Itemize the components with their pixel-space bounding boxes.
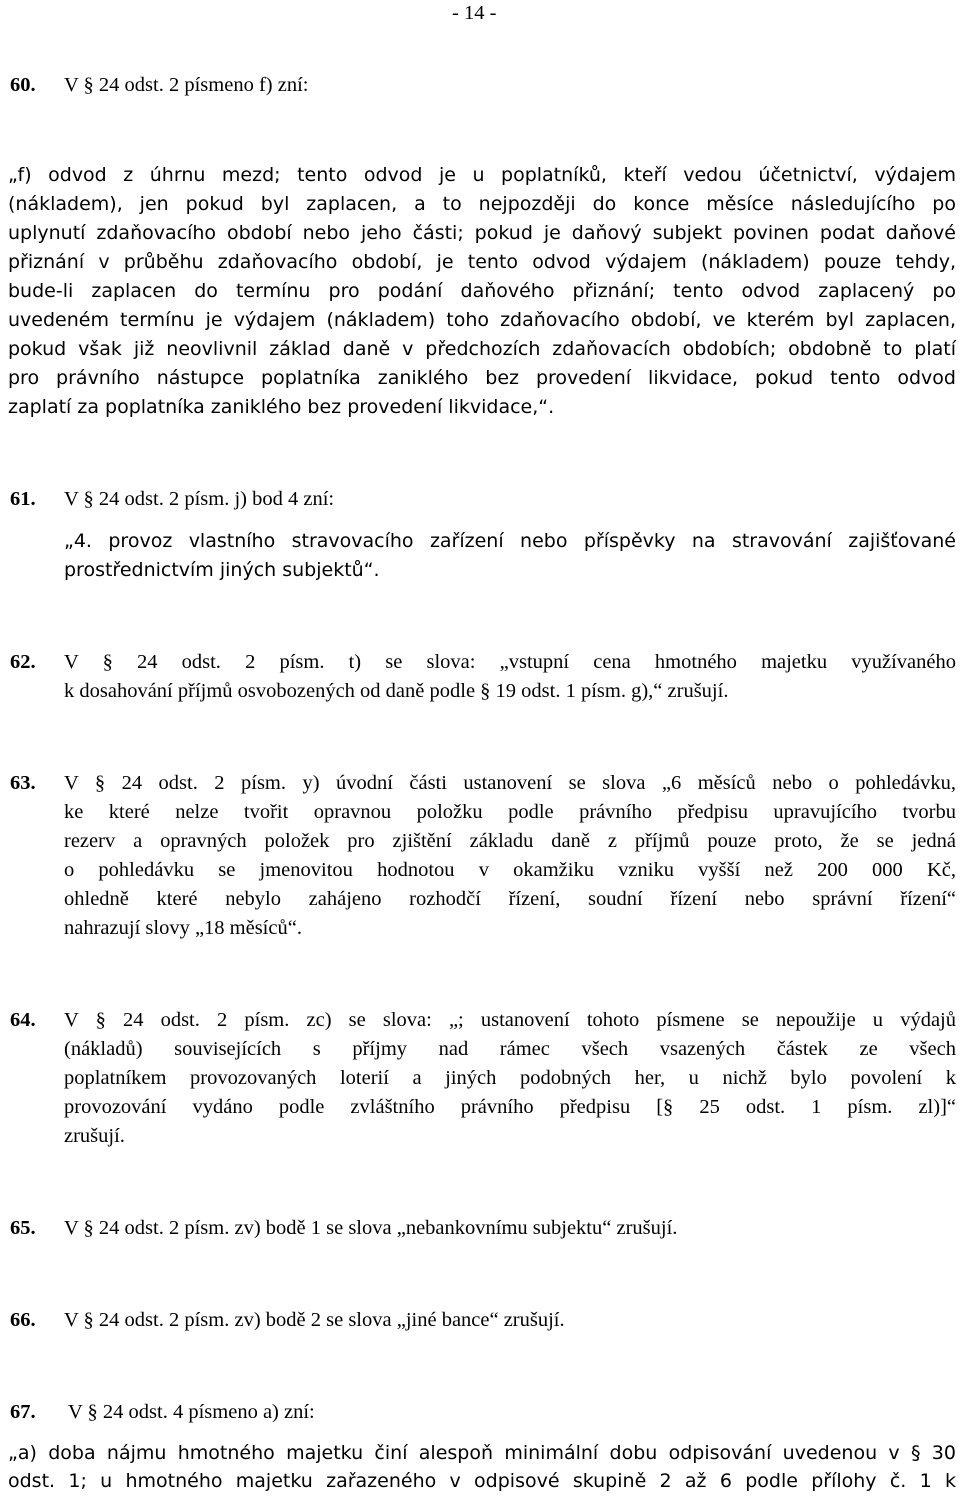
section-64-number — [10, 1007, 64, 1033]
section-60-heading — [10, 72, 308, 98]
paragraph-line: k dosahování příjmů osvobozených od daně podle § 19 odst. 1 písm. g),“ zrušují. — [64, 680, 729, 702]
section-63-number — [10, 770, 64, 796]
heading-text: V § 24 odst. 4 písmeno a) zní: — [68, 1401, 315, 1423]
paragraph-line: V § 24 odst. 2 písm. zc) se slova: „; ustanovení tohoto písmene se nepoužije u výdajů — [64, 1009, 956, 1031]
paragraph-line: V § 24 odst. 2 písm. zv) bodě 2 se slova „jiné bance“ zrušují. — [64, 1309, 565, 1331]
section-65 — [10, 1215, 677, 1241]
section-number: 61. — [10, 488, 36, 510]
section-number: 64. — [10, 1009, 36, 1031]
paragraph-line: rezerv a opravných položek pro zjištění základu daně z příjmů pouze proto, že se jedná — [64, 830, 956, 852]
section-62-number — [10, 649, 64, 675]
paragraph-line: přiznání v průběhu zdaňovacího období, je tento odvod výdajem (nákladem) pouze tehdy, — [8, 251, 956, 273]
paragraph-line: zrušují. — [64, 1125, 125, 1147]
paragraph-line: „a) doba nájmu hmotného majetku činí alespoň minimální dobu odpisování uvedenou v § 30 — [8, 1442, 956, 1464]
paragraph-line: zaplatí za poplatníka zaniklého bez provedení likvidace,“. — [8, 396, 555, 418]
section-number: 66. — [10, 1309, 36, 1331]
paragraph-line: provozování vydáno podle zvláštního právního předpisu [§ 25 odst. 1 písm. zl)]“ — [64, 1096, 956, 1118]
paragraph-line: pokud však již neovlivnil základ daně v předchozích zdaňovacích obdobích; obdobně to platí — [8, 338, 956, 360]
section-61-heading — [10, 486, 334, 512]
paragraph-line: „4. provoz vlastního stravovacího zařízení nebo příspěvky na stravování zajišťované — [64, 530, 956, 552]
paragraph-line: pro právního nástupce poplatníka zaniklého bez provedení likvidace, pokud tento odvod — [8, 367, 956, 389]
paragraph-line: poplatníkem provozovaných loterií a jiných podobných her, u nichž bylo povolení k — [64, 1067, 956, 1089]
paragraph-line: (nákladů) souvisejících s příjmy nad rámec všech vsazených částek ze všech — [64, 1038, 956, 1060]
paragraph-line: o pohledávku se jmenovitou hodnotou v okamžiku vzniku vyšší než 200 000 Kč, — [64, 859, 956, 881]
paragraph-line: ohledně které nebylo zahájeno rozhodčí řízení, soudní řízení nebo správní řízení“ — [64, 888, 956, 910]
heading-text: V § 24 odst. 2 písmeno f) zní: — [64, 74, 309, 96]
section-number: 63. — [10, 772, 36, 794]
section-66 — [10, 1307, 565, 1333]
section-67-heading — [10, 1399, 315, 1425]
section-number: 65. — [10, 1217, 36, 1239]
paragraph-line: V § 24 odst. 2 písm. t) se slova: „vstupní cena hmotného majetku využívaného — [64, 651, 956, 673]
section-number: 67. — [10, 1401, 36, 1423]
paragraph-line: „f) odvod z úhrnu mezd; tento odvod je u poplatníků, kteří vedou účetnictví, výdajem — [8, 164, 956, 186]
paragraph-line: odst. 1; u hmotného majetku zařazeného v odpisové skupině 2 až 6 podle přílohy č. 1 k — [8, 1470, 956, 1492]
paragraph-line: V § 24 odst. 2 písm. zv) bodě 1 se slova „nebankovnímu subjektu“ zrušují. — [64, 1217, 678, 1239]
paragraph-line: bude-li zaplacen do termínu pro podání daňového přiznání; tento odvod zaplacený po — [8, 280, 956, 302]
paragraph-line: uplynutí zdaňovacího období nebo jeho části; pokud je daňový subjekt povinen podat daňové — [8, 222, 956, 244]
paragraph-line: ke které nelze tvořit opravnou položku podle právního předpisu upravujícího tvorbu — [64, 801, 956, 823]
paragraph-line: nahrazují slovy „18 měsíců“. — [64, 917, 302, 939]
paragraph-line: (nákladem), jen pokud byl zaplacen, a to nejpozději do konce měsíce následujícího po — [8, 193, 956, 215]
heading-text: V § 24 odst. 2 písm. j) bod 4 zní: — [64, 488, 335, 510]
paragraph-line: uvedeném termínu je výdajem (nákladem) toho zdaňovacího období, ve kterém byl zaplacen, — [8, 309, 956, 331]
page-number: - 14 - — [452, 2, 497, 24]
section-number: 62. — [10, 651, 36, 673]
paragraph-line: prostřednictvím jiných subjektů“. — [64, 559, 380, 581]
paragraph-line: V § 24 odst. 2 písm. y) úvodní části ustanovení se slova „6 měsíců nebo o pohledávku, — [64, 772, 956, 794]
section-number: 60. — [10, 74, 36, 96]
